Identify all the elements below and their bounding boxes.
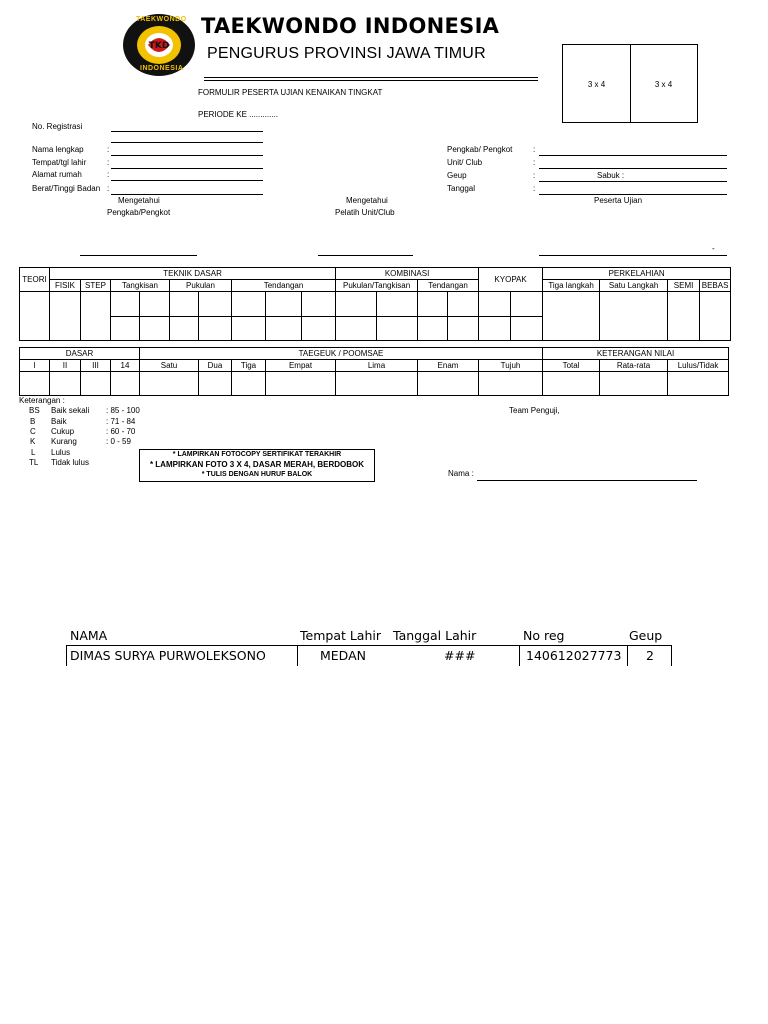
- col-keterangan-nilai: KETERANGAN NILAI: [543, 348, 729, 360]
- score-cell[interactable]: [668, 372, 729, 396]
- legend-label: Baik: [51, 417, 67, 426]
- record-header-noreg: No reg: [523, 628, 565, 643]
- nama-field[interactable]: [111, 155, 263, 156]
- legend-code: L: [31, 448, 36, 457]
- form-title: FORMULIR PESERTA UJIAN KENAIKAN TINGKAT: [198, 88, 383, 97]
- score-cell[interactable]: [266, 292, 302, 317]
- record-rule: [66, 645, 672, 646]
- logo-text-bottom: INDONESIA: [140, 65, 184, 72]
- col-tendangan: Tendangan: [232, 280, 336, 292]
- colon: :: [107, 158, 110, 167]
- label-sabuk: Sabuk :: [597, 171, 625, 180]
- score-cell[interactable]: [418, 292, 448, 317]
- label-berat: Berat/Tinggi Badan: [32, 184, 101, 193]
- score-cell[interactable]: [543, 372, 600, 396]
- col-dasar-1: I: [20, 360, 50, 372]
- col-satu-langkah: Satu Langkah: [600, 280, 668, 292]
- geup-field[interactable]: [539, 181, 727, 182]
- photo-slot-2: 3 x 4: [654, 80, 673, 89]
- score-cell[interactable]: [170, 292, 199, 317]
- score-cell[interactable]: [140, 292, 170, 317]
- score-cell[interactable]: [377, 317, 418, 341]
- score-cell[interactable]: [81, 372, 111, 396]
- col-enam: Enam: [418, 360, 479, 372]
- logo-text-top: TAEKWONDO: [136, 16, 187, 23]
- sig-mengetahui-2: Mengetahui: [346, 196, 388, 205]
- legend-label: Lulus: [51, 448, 71, 457]
- score-cell[interactable]: [418, 317, 448, 341]
- score-cell[interactable]: [543, 292, 600, 341]
- record-divider: [519, 646, 520, 666]
- col-step: STEP: [81, 280, 111, 292]
- poomsae-table: [19, 347, 729, 396]
- record-header-tanggal: Tanggal Lahir: [393, 628, 477, 643]
- team-penguji: Team Penguji,: [509, 406, 560, 415]
- record-header-tempat: Tempat Lahir: [300, 628, 382, 643]
- legend-title: Keterangan :: [19, 396, 65, 405]
- label-unit: Unit/ Club: [447, 158, 483, 167]
- score-cell[interactable]: [111, 372, 140, 396]
- legend-range: : 0 - 59: [106, 437, 131, 446]
- col-teknik-dasar: TEKNIK DASAR: [50, 268, 336, 280]
- score-cell[interactable]: [20, 292, 50, 341]
- score-table: [19, 267, 731, 341]
- label-nama-penguji: Nama :: [448, 469, 474, 478]
- score-cell[interactable]: [336, 292, 377, 317]
- legend-code: BS: [29, 406, 40, 415]
- col-taegeuk: TAEGEUK / POOMSAE: [140, 348, 543, 360]
- label-nama: Nama lengkap: [32, 145, 84, 154]
- legend-label: Baik sekali: [51, 406, 90, 415]
- col-kyopak: KYOPAK: [479, 268, 543, 292]
- col-semi: SEMI: [668, 280, 700, 292]
- colon: :: [533, 171, 536, 180]
- col-dasar-4: 14: [111, 360, 140, 372]
- col-dua: Dua: [199, 360, 232, 372]
- tanggal-field[interactable]: [539, 194, 727, 195]
- score-cell[interactable]: [111, 292, 140, 317]
- attachment-notice: [139, 449, 375, 482]
- score-cell[interactable]: [50, 372, 81, 396]
- colon: :: [107, 184, 110, 193]
- record-divider: [297, 646, 298, 666]
- score-cell[interactable]: [232, 292, 266, 317]
- label-alamat: Alamat rumah: [32, 170, 82, 179]
- legend-range: : 71 - 84: [106, 417, 136, 426]
- notice-line-3: * TULIS DENGAN HURUF BALOK: [201, 471, 313, 478]
- notice-line-1: * LAMPIRKAN FOTOCOPY SERTIFIKAT TERAKHIR: [172, 451, 342, 458]
- record-header-geup: Geup: [629, 628, 663, 643]
- score-cell[interactable]: [448, 317, 479, 341]
- score-cell[interactable]: [232, 317, 266, 341]
- sig-pengkab: Pengkab/Pengkot: [107, 208, 171, 217]
- score-cell[interactable]: [50, 292, 81, 341]
- colon: :: [107, 170, 110, 179]
- col-total: Total: [543, 360, 600, 372]
- score-cell[interactable]: [302, 292, 336, 317]
- score-cell[interactable]: [600, 372, 668, 396]
- label-tanggal: Tanggal: [447, 184, 476, 193]
- record-divider: [66, 646, 67, 666]
- registrasi-field[interactable]: [111, 131, 263, 132]
- score-cell[interactable]: [140, 372, 199, 396]
- col-fisik: FISIK: [50, 280, 81, 292]
- ttl-field[interactable]: [111, 168, 263, 169]
- score-cell[interactable]: [140, 317, 170, 341]
- berat-field[interactable]: [111, 194, 263, 195]
- col-dasar-3: III: [81, 360, 111, 372]
- col-teori: TEORI: [20, 268, 50, 292]
- legend-code: K: [30, 437, 36, 446]
- score-cell[interactable]: [511, 292, 543, 317]
- score-cell[interactable]: [20, 372, 50, 396]
- record-divider: [627, 646, 628, 666]
- score-cell[interactable]: [170, 317, 199, 341]
- score-cell[interactable]: [668, 292, 700, 341]
- legend-code: C: [30, 427, 36, 436]
- col-empat: Empat: [266, 360, 336, 372]
- legend-range: : 85 - 100: [106, 406, 140, 415]
- col-lulus-tidak: Lulus/Tidak: [668, 360, 729, 372]
- score-cell[interactable]: [266, 317, 302, 341]
- score-cell[interactable]: [418, 372, 479, 396]
- col-dasar-2: II: [50, 360, 81, 372]
- colon: :: [107, 145, 110, 154]
- record-header-nama: NAMA: [70, 628, 108, 643]
- col-tiga-langkah: Tiga langkah: [543, 280, 600, 292]
- score-cell[interactable]: [81, 292, 111, 341]
- penguji-name-field[interactable]: [477, 480, 697, 481]
- colon: :: [533, 145, 536, 154]
- sig-dash: -: [712, 244, 715, 253]
- header-rule-1: [204, 77, 538, 78]
- photo-slot-1: 3 x 4: [587, 80, 606, 89]
- score-cell[interactable]: [199, 317, 232, 341]
- col-tendangan-kombinasi: Tendangan: [418, 280, 479, 292]
- col-tiga: Tiga: [232, 360, 266, 372]
- colon: :: [533, 158, 536, 167]
- col-rata-rata: Rata-rata: [600, 360, 668, 372]
- legend-label: Kurang: [51, 437, 77, 446]
- score-cell[interactable]: [479, 317, 511, 341]
- org-subtitle: PENGURUS PROVINSI JAWA TIMUR: [207, 45, 486, 62]
- score-cell[interactable]: [336, 372, 418, 396]
- record-divider: [671, 646, 672, 666]
- sig-pelatih: Pelatih Unit/Club: [335, 208, 395, 217]
- col-tujuh: Tujuh: [479, 360, 543, 372]
- score-cell[interactable]: [336, 317, 377, 341]
- record-nama: DIMAS SURYA PURWOLEKSONO: [70, 648, 266, 663]
- taekwondo-logo: [122, 13, 196, 77]
- label-geup: Geup: [447, 171, 467, 180]
- col-pukulan: Pukulan: [170, 280, 232, 292]
- sig-line-pelatih[interactable]: [318, 255, 413, 256]
- record-noreg: 140612027773: [526, 648, 622, 663]
- sig-peserta: Peserta Ujian: [594, 196, 643, 205]
- score-cell[interactable]: [448, 292, 479, 317]
- score-cell[interactable]: [700, 292, 731, 341]
- notice-line-2: * LAMPIRKAN FOTO 3 X 4, DASAR MERAH, BERDOBOK: [149, 460, 365, 469]
- record-tempat: MEDAN: [320, 648, 366, 663]
- colon: :: [533, 184, 536, 193]
- score-cell[interactable]: [266, 372, 336, 396]
- label-pengkab: Pengkab/ Pengkot: [447, 145, 513, 154]
- header-rule-2: [204, 80, 538, 81]
- legend-range: : 60 - 70: [106, 427, 136, 436]
- svg-text:TKD: TKD: [148, 41, 170, 51]
- score-cell[interactable]: [511, 317, 543, 341]
- record-geup: 2: [646, 648, 654, 663]
- sig-line-peserta[interactable]: [539, 255, 727, 256]
- col-tangkisan: Tangkisan: [111, 280, 170, 292]
- label-registrasi: No. Registrasi: [32, 122, 83, 131]
- score-cell[interactable]: [377, 292, 418, 317]
- score-cell[interactable]: [199, 372, 232, 396]
- score-cell[interactable]: [302, 317, 336, 341]
- col-kombinasi: KOMBINASI: [336, 268, 479, 280]
- pengkab-field[interactable]: [539, 155, 727, 156]
- score-cell[interactable]: [199, 292, 232, 317]
- col-dasar: DASAR: [20, 348, 140, 360]
- sig-mengetahui-1: Mengetahui: [118, 196, 160, 205]
- record-tanggal: ###: [444, 648, 476, 663]
- score-cell[interactable]: [479, 372, 543, 396]
- photo-box: [562, 44, 698, 123]
- label-ttl: Tempat/tgl lahir: [32, 158, 87, 167]
- score-cell[interactable]: [111, 317, 140, 341]
- sig-line-pengkab[interactable]: [80, 255, 197, 256]
- periode: PERIODE KE .............: [198, 110, 279, 119]
- legend-code: B: [30, 417, 36, 426]
- unit-field[interactable]: [539, 168, 727, 169]
- legend-label: Tidak lulus: [51, 458, 89, 467]
- score-cell[interactable]: [600, 292, 668, 341]
- col-bebas: BEBAS: [700, 280, 731, 292]
- col-lima: Lima: [336, 360, 418, 372]
- score-cell[interactable]: [232, 372, 266, 396]
- score-cell[interactable]: [479, 292, 511, 317]
- col-satu: Satu: [140, 360, 199, 372]
- col-pukulan-tangkisan: Pukulan/Tangkisan: [336, 280, 418, 292]
- legend-code: TL: [29, 458, 39, 467]
- legend-label: Cukup: [51, 427, 75, 436]
- alamat-field[interactable]: [111, 180, 263, 181]
- registrasi-field-2[interactable]: [111, 142, 263, 143]
- col-perkelahian: PERKELAHIAN: [543, 268, 731, 280]
- org-title: TAEKWONDO INDONESIA: [201, 14, 500, 38]
